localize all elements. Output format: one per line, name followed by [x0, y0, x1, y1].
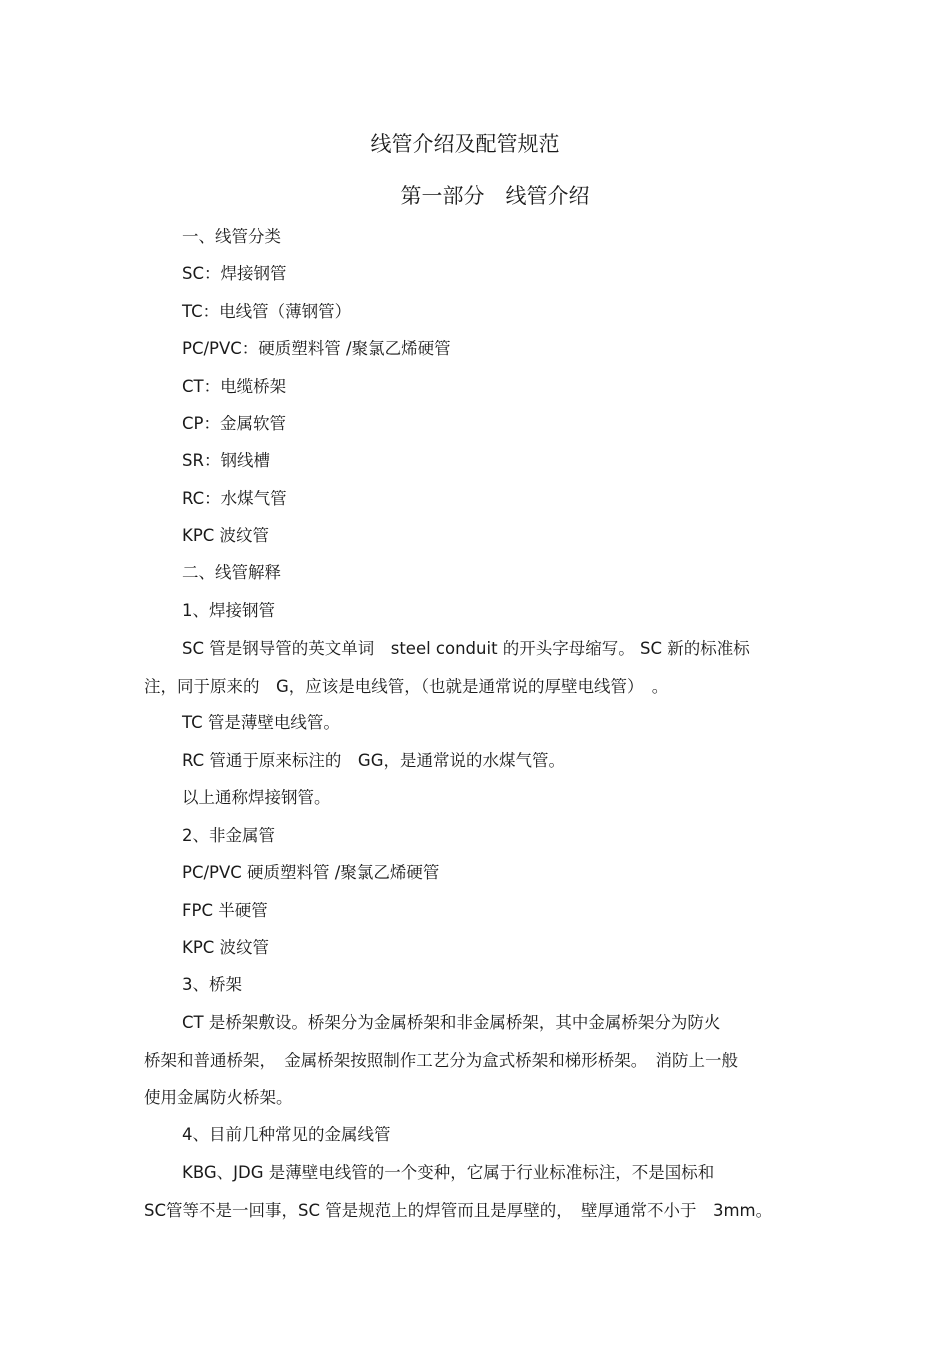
paragraph-sc: [144, 630, 804, 705]
paragraph-line: 桥架和普通桥架， 金属桥架按照制作工艺分为盒式桥架和梯形桥架。 消防上一般: [144, 1050, 738, 1070]
document-title: 线管介绍及配管规范: [370, 132, 560, 156]
paragraph-line: CT 是桥架敷设。桥架分为金属桥架和非金属桥架，其中金属桥架分为防火: [182, 1013, 721, 1032]
subheading-nonmetal: 2、非金属管: [182, 826, 275, 845]
heading-classification: 一、线管分类: [182, 227, 281, 246]
section-title: 第一部分 线管介绍: [400, 184, 590, 208]
list-item: TC：电线管（薄钢管）: [182, 302, 352, 321]
paragraph-line: SC 管是钢导管的英文单词 steel conduit 的开头字母缩写。 SC 新的标准标: [182, 639, 750, 658]
list-item: PC/PVC 硬质塑料管 /聚氯乙烯硬管: [182, 863, 440, 882]
list-item: CP：金属软管: [182, 414, 286, 433]
paragraph-summary: 以上通称焊接钢管。: [182, 788, 331, 807]
subheading-tray: 3、桥架: [182, 975, 242, 994]
paragraph-line: 使用金属防火桥架。: [144, 1088, 293, 1107]
paragraph-kbg: [144, 1154, 804, 1229]
list-item: CT：电缆桥架: [182, 377, 287, 396]
paragraph-ct: [144, 1004, 804, 1117]
list-item: RC：水煤气管: [182, 489, 287, 508]
list-item: FPC 半硬管: [182, 901, 268, 920]
paragraph-rc: RC 管通于原来标注的 GG，是通常说的水煤气管。: [182, 751, 565, 770]
list-item: SR：钢线槽: [182, 451, 270, 470]
paragraph-line: KBG、JDG 是薄壁电线管的一个变种，它属于行业标准标注，不是国标和: [182, 1163, 715, 1182]
paragraph-line: SC管等不是一回事，SC 管是规范上的焊管而且是厚壁的， 壁厚通常不小于 3mm。: [144, 1200, 773, 1220]
heading-explanation: 二、线管解释: [182, 563, 281, 582]
subheading-metal-pipes: 4、目前几种常见的金属线管: [182, 1125, 391, 1144]
paragraph-tc: TC 管是薄壁电线管。: [182, 713, 340, 732]
paragraph-line: 注，同于原来的 G，应该是电线管，（也就是通常说的厚壁电线管） 。: [144, 676, 669, 696]
list-item: PC/PVC：硬质塑料管 /聚氯乙烯硬管: [182, 339, 451, 358]
list-item: KPC 波纹管: [182, 938, 270, 957]
list-item: SC：焊接钢管: [182, 264, 287, 283]
subheading-welded-pipe: 1、焊接钢管: [182, 601, 275, 620]
list-item: KPC 波纹管: [182, 526, 270, 545]
